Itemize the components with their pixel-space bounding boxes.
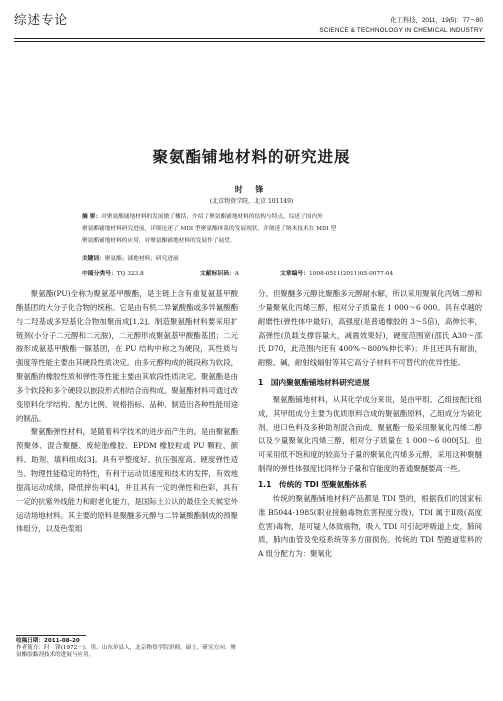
article-no-label: 文章编号： [280, 271, 309, 277]
article-title: 聚氨酯铺地材料的研究进展 [152, 148, 351, 166]
header-rule-thin [14, 41, 485, 42]
doc-code-value: A [234, 271, 239, 277]
abstract-line: 聚氨酯铺地材料的应用，对聚氨酯铺地材料的发展作了展望。 [82, 237, 236, 244]
body-paragraph: 传统的聚氨酯铺地材料产品都是 TDI 型的，根据我们的国家标准 B5044-1985(职业接触毒物危害程度分级)，TDI 属于Ⅱ级(高度危害)毒物，是可疑人体致癌物，吸入 TDI 可引起呼吸道上皮，肺间质，肺内血管及免疫系统等多方面损伤。传统的 TDI 型跑道浆料的 A 组分配方为：聚氧化 [258, 493, 482, 559]
author-name: 时 锋 [234, 185, 269, 194]
footnote [16, 635, 238, 660]
journal-name: SCIENCE & TECHNOLOGY IN CHEMICAL INDUSTRY [319, 27, 483, 34]
doc-code-label: 文献标识码： [200, 271, 235, 277]
abstract-line: 对聚氨酯铺地材料的发展做了概括，介绍了聚氨酯铺地材料的结构与特点，综述了国内外 [101, 214, 323, 220]
section-label: 综述专论 [14, 12, 69, 27]
clc-label: 中图分类号： [82, 271, 117, 277]
author-affiliation: (北京物资学院，北京 101149) [209, 198, 294, 205]
body-paragraph: 分。但聚醚多元醇比聚酯多元醇耐水解，所以采用聚氧化丙烯二醇和少量聚氧化丙烯三醇，相对分子质量在 1 000～6 000。具有卓越的耐磨性(弹性体中最好)，高强度(是普通橡胶的 3～5倍)，高伸长率，高弹性(负载支撑容量大，减震效果好)，硬度范围宽(邵氏 A30～邵氏 D70，此范围内还有 400%～800%伸长率)；并且还具有耐油，耐酸、碱，耐射线辐射等其它高分子材料不可替代的优异性能。 [258, 289, 482, 368]
keywords-text: 聚氨酯；铺地材料；研究进展 [104, 256, 179, 262]
body-paragraph: 聚氨酯铺地材料，从其化学成分来说，是由甲组、乙组按配比组成，其甲组成分主要为优质原料合成的聚氨酯原料，乙组成分为硫化剂、进口色料及多种助剂混合而成。聚氨酯一般采用聚氧化丙烯二醇以及少量聚氧化丙烯三醇，相对分子质量在 1 000～6 000[5]。也可采用低不饱和度的较高分子量的聚氧化丙烯多元醇，采用这种聚醚制得的弹性体强度比同样分子量和官能度的普通聚醚要高一些。 [258, 394, 482, 474]
abstract-label: 摘 要： [82, 214, 102, 220]
left-column [16, 287, 238, 536]
keywords [82, 254, 432, 266]
subsection-heading: 1.1 传统的 TDI 型聚氨酯体系 [258, 479, 367, 489]
header-rule [14, 38, 485, 39]
abstract [82, 212, 432, 247]
body-paragraph: 聚氨酯(PU)全称为聚氨基甲酸酯，是主链上含有重复氨基甲酸酯基团的大分子化合物的统称。它是由有机二异氰酸酯或多异氰酸酯与二羟基或多羟基化合物加聚而成[1,2]。制造聚氨酯材料要采用扩链剂(小分子二元醇和二元胺)，二元醇形成聚氨基甲酸酯基团；二元胺形成氨基甲酸酯一脲基团，在 PU 结构中称之为硬段，其性质与强度等性能主要由其硬段性质决定。由多元醇构成的链段称为软段，聚氨酯的橡胶性质和弹性等性能主要由其软段性质决定。聚氨酯是由多个软段和多个硬段以嵌段形式相结合而构成。聚氨酯材料可通过改变原料化学结构、配方比例、规格指标、品种、制造出各种性能用途的制品。 [16, 289, 238, 423]
abstract-line: 聚氨酯铺地材料研究进展，详细论述了 MDI 型聚氨酯体系的发展现状，并阐述了纳米技术在 MDI 型 [82, 225, 337, 232]
right-column [258, 287, 482, 561]
body-paragraph: 聚氨酯弹性材料，是随着科学技术的进步而产生的。是由聚氨酯预聚体、混合聚醚、废轮胎橡胶、EPDM 橡胶粒或 PU 颗粒、颜料、助剂、填料组成[3]。具有平整度好、抗压强度高、硬度弹性适当、物理性能稳定的特性，有利于运动员速度和技术的发挥，有效地提高运动成绩，降低摔伤率[4]，并且具有一定的弹性和色彩，具有一定的抗紫外线能力和耐老化能力，是国际上公认的最佳全天候室外运动场地材料。其主要的原料是聚醚多元醇与二异氰酸酯制成的预聚体组分，以及色浆组 [16, 427, 238, 534]
received-date: 收稿日期：2011-08-20 [16, 638, 80, 644]
section-heading: 1 国内聚氨酯铺地材料研究进展 [258, 378, 370, 388]
article-no-value: 1008-0511(2011)05-0077-04 [309, 271, 394, 277]
clc-value: TQ 323.8 [116, 271, 144, 277]
author-bio: 作者简介：时 锋(1972－)，男，山东单县人，北京物资学院讲师，硕士，研究方向：聚氨酯胶黏剂技术的进展与应用。 [16, 645, 236, 659]
keywords-label: 关键词： [82, 256, 105, 262]
classification-line [82, 268, 442, 277]
footnote-rule [16, 635, 86, 636]
journal-citation: 化工科技，2011，19(5)：77～80 [390, 17, 483, 24]
